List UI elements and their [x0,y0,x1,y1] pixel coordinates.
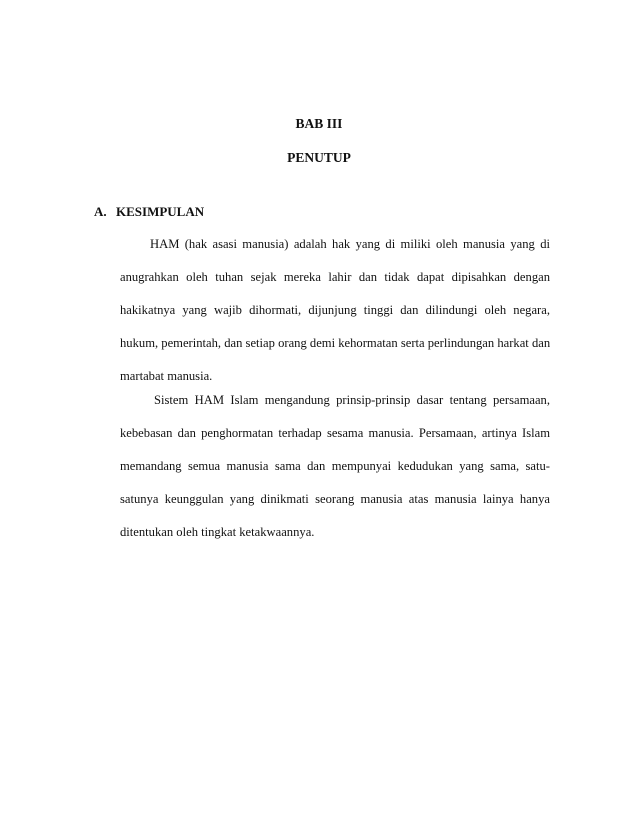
paragraph-line: Sistem HAM Islam mengandung prinsip-prinsip dasar tentang persamaan, [154,393,550,407]
paragraph-line: martabat manusia. [120,369,213,383]
chapter-title: PENUTUP [287,150,351,165]
section-letter: A. [94,204,107,219]
section-title: KESIMPULAN [116,204,205,219]
paragraph-line: satunya keunggulan yang dinikmati seorang manusia atas manusia lainya hanya [120,492,550,506]
paragraph-line: memandang semua manusia sama dan mempunyai kedudukan yang sama, satu- [120,459,550,473]
paragraph-line: ditentukan oleh tingkat ketakwaannya. [120,525,315,539]
paragraph-line: hakikatnya yang wajib dihormati, dijunjung tinggi dan dilindungi oleh negara, [120,303,550,317]
paragraph-line: hukum, pemerintah, dan setiap orang demi kehormatan serta perlindungan harkat dan [120,336,551,350]
section-heading [94,204,204,220]
paragraph-1 [120,228,550,393]
paragraph-2 [120,384,550,549]
paragraph-line: kebebasan dan penghormatan terhadap sesama manusia. Persamaan, artinya Islam [120,426,550,440]
chapter-number: BAB III [295,116,343,131]
paragraph-line: anugrahkan oleh tuhan sejak mereka lahir dan tidak dapat dipisahkan dengan [120,270,550,284]
paragraph-line: HAM (hak asasi manusia) adalah hak yang di miliki oleh manusia yang di [150,237,550,251]
